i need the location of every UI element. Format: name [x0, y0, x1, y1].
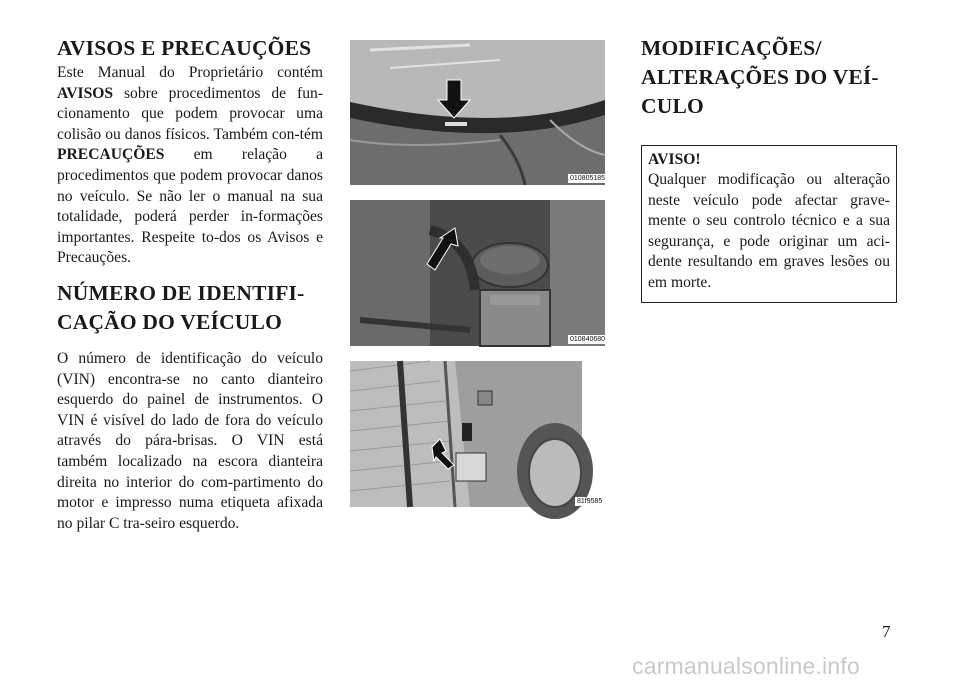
left-column: [57, 34, 323, 534]
pillar-illustration: [350, 361, 582, 507]
figure-code-1: 010805185: [570, 175, 606, 182]
avisos-bold: AVISOS: [57, 84, 114, 102]
warning-title: AVISO!: [648, 151, 701, 168]
figure-windshield-vin: [350, 40, 605, 185]
vin-paragraph: O número de identificação do veículo (VIN) encontra-se no canto dianteiro esquerdo do painel de instrumentos. O VIN é visível do lado de fora do veículo através do pára-brisas. O VIN está também localizado na escora dianteira direita no interior do com-partimento do motor e impresso numa etiqueta afixada no pilar C tra-seiro esquerdo.: [57, 349, 323, 532]
watermark: carmanualsonline.info: [632, 653, 860, 679]
heading-modifications: MODIFICAÇÕES/ ALTERAÇÕES DO VEÍ- CULO: [641, 36, 879, 118]
figure-code-3: 81f9585: [577, 498, 603, 505]
figure-pillar-vin: [350, 361, 603, 507]
warning-text: Qualquer modificação ou alteração neste veículo pode afectar grave-mente o seu controlo técnico e a sua segurança, e pode originar um aci-dente resultando em graves lesões ou em morte.: [648, 171, 890, 291]
heading-warnings-precautions: AVISOS E PRECAUÇÕES: [57, 36, 312, 60]
figure-code-2: 010840680: [570, 336, 606, 343]
precaucoes-bold: PRECAUÇÕES: [57, 146, 165, 164]
page-number: 7: [882, 622, 891, 641]
right-column: [641, 34, 897, 303]
figure-engine-vin: [350, 200, 605, 346]
engine-illustration: [350, 200, 605, 346]
heading-vin: NÚMERO DE IDENTIFI- CAÇÃO DO VEÍCULO: [57, 280, 305, 334]
windshield-illustration: [350, 40, 605, 185]
warning-box: [641, 145, 897, 303]
warnings-paragraph: Este Manual do Proprietário contém AVISOS sobre procedimentos de fun-cionamento que podem provocar uma colisão ou danos físicos. Também con-tém PRECAUÇÕES em relação a procedimentos que podem provocar danos no veículo. Se não ler o manual na sua totalidade, poderá perder in-formações importantes. Respeite to-dos os Avisos e Precauções.: [57, 64, 323, 267]
